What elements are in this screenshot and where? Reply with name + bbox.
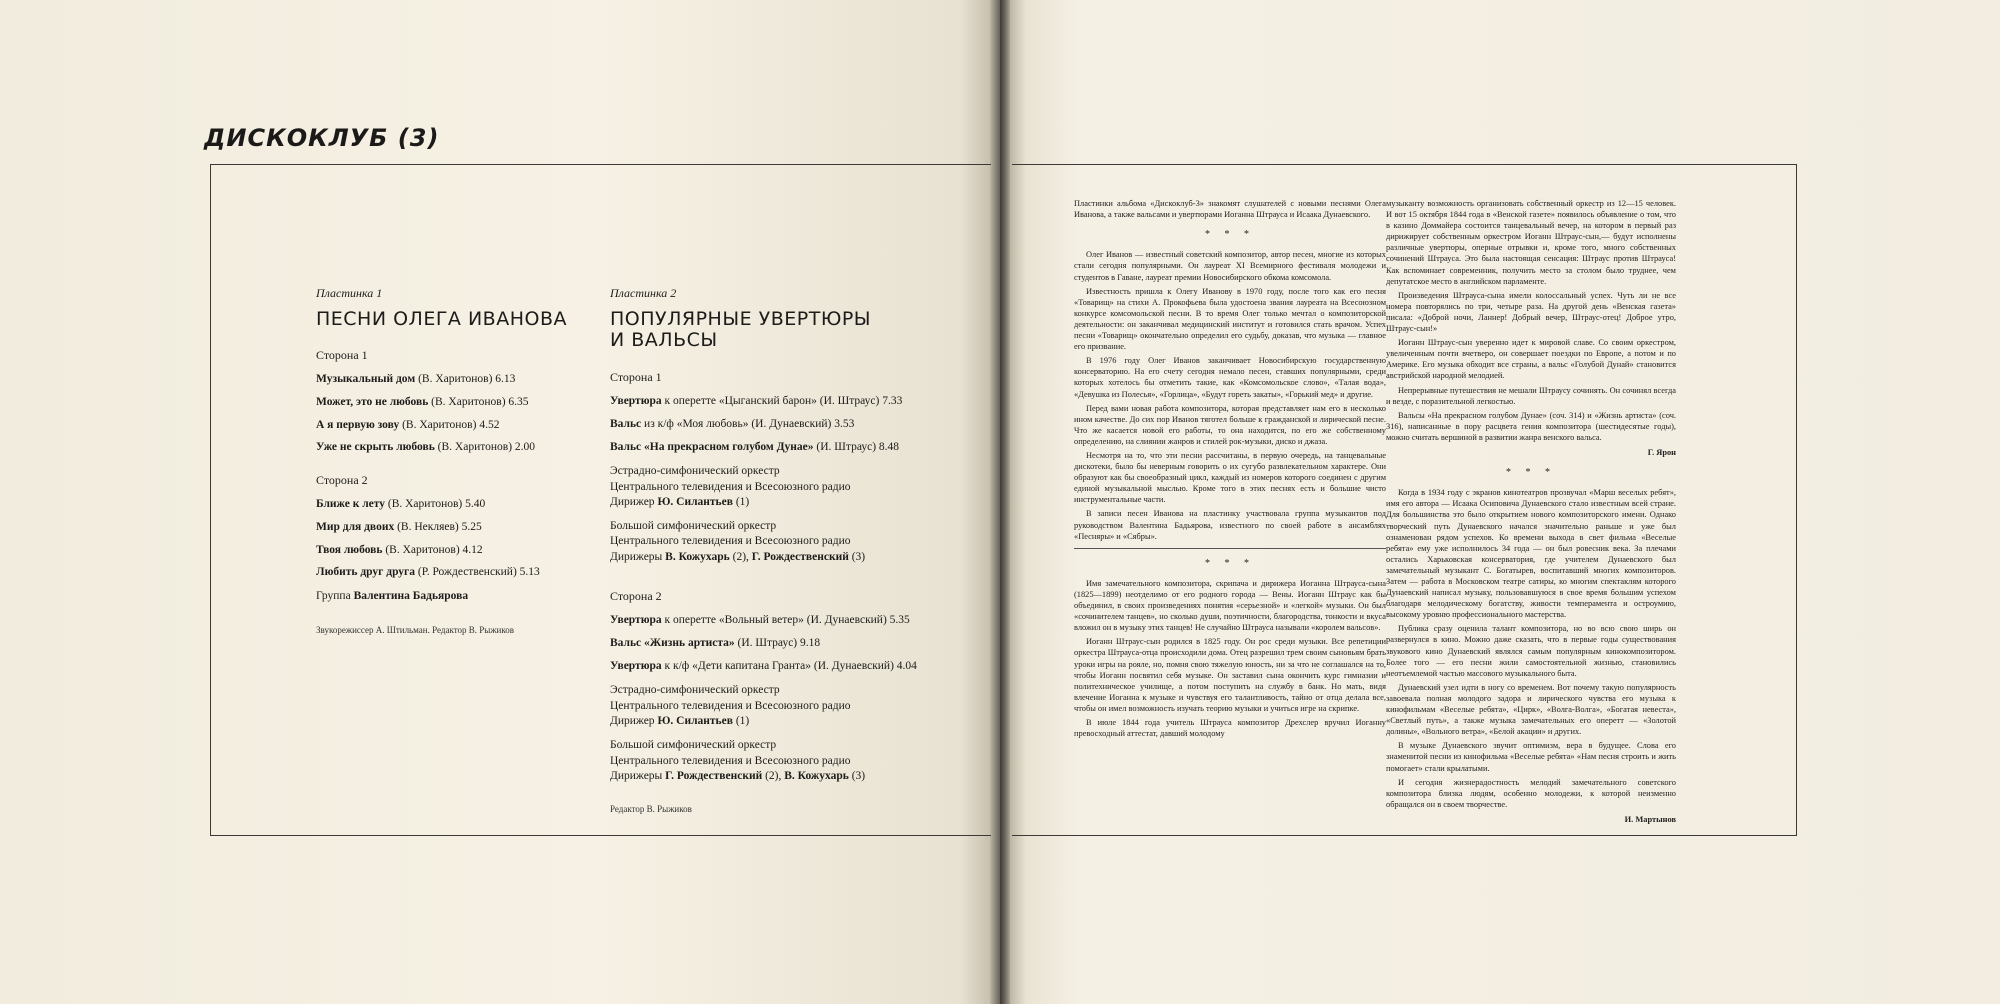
paragraph: Иоганн Штраус-сын уверенно идет к мировой славе. Со своим оркестром, увеличенным почти вчетверо, он совершает поездки по Европе, а потом и по Америке. Его музыка обходит все страны, а вальс «Голубой Дунай» становится австрийской народной мелодией. <box>1386 338 1676 381</box>
record2-credits: Редактор В. Рыжиков <box>610 803 692 814</box>
record1-side2-label: Сторона 2 <box>316 473 368 488</box>
paragraph: В записи песен Иванова на пластинку участвовала группа музыкантов под руководством Валентина Бадьярова, известного по своей работе в ансамблях «Песняры» и «Сябры». <box>1074 509 1386 541</box>
section-divider: * * * <box>1506 467 1556 479</box>
record1-plate-label: Пластинка 1 <box>316 286 383 300</box>
paragraph: Имя замечательного композитора, скрипача и дирижера Иоганна Штрауса-сына (1825—1899) неотделимо от его родного города — Вены. Иоганн Штраус как бы объединил, в своих произведениях понятия «серьезной» и «легкой» музыки. Он был «сочинителем танцев», но сколько души, поэтичности, благородства, тонкости и вкуса вложил он в музыку этих танцев! Не случайно Штрауса называли «королем вальсов». <box>1074 578 1386 633</box>
record1-side2-tracklist <box>316 496 586 582</box>
paragraph: Публика сразу оценила талант композитора, но во всю свою ширь он развернулся в кино. Можно даже сказать, что в первые годы существования звукового кино Дунаевский являлся самым популярным кинокомпозитором. Более того — его песни жили самостоятельной жизнью, становились неотъемлемой частью массового музыкального быта. <box>1386 624 1676 678</box>
track: Мир для двоих (В. Некляев) 5.25 <box>316 520 482 533</box>
orchestra-credit: Эстрадно-симфонический оркестр Центрального телевидения и Всесоюзного радио Дирижер Ю. Силантьев (1) <box>610 465 851 509</box>
record1-credits: Звукорежиссер А. Штильман. Редактор В. Рыжиков <box>316 624 515 635</box>
record2-side1-tracklist <box>610 393 980 456</box>
orchestra-credit: Большой симфонический оркестр Центрального телевидения и Всесоюзного радио Дирижеры Г. Рождественский (2), В. Кожухарь (3) <box>610 738 866 783</box>
record2-plate-label: Пластинка 2 <box>610 286 677 300</box>
paragraph: В 1976 году Олег Иванов заканчивает Новосибирскую государственную консерваторию. На его счету сегодня немало песен, ставших популярными, среди которых хотелось бы отметить такие, как «Комсомольское слово», «Талая вода», «Девушка из Полесья», «Горлица», «Будут гореть закаты», «Горький мед» и другие. <box>1074 356 1386 399</box>
paragraph: Известность пришла к Олегу Иванову в 1970 году, после того как его песня «Товарищ» на стихи А. Прокофьева была удостоена звания лауреата на Всесоюзном конкурсе комсомольской песни. В то время Олег только мечтал о композиторской деятельности: он заканчивал медицинский институт и готовился стать врачом. Успех песни «Товарищ» окончательно определил его судьбу, доказав, что музыка — главное его призвание. <box>1074 286 1386 352</box>
record2-column <box>610 284 980 816</box>
track: Твоя любовь (В. Харитонов) 4.12 <box>316 543 483 556</box>
track: Вальс «Жизнь артиста» (И. Штраус) 9.18 <box>610 636 821 649</box>
record2-side1-label: Сторона 1 <box>610 370 662 385</box>
paragraph: Когда в 1934 году с экранов кинотеатров прозвучал «Марш веселых ребят», имя его автора — Исаака Осиповича Дунаевского стало известным всей стране. Для большинства это было открытием нового композиторского имени. Однако творческий путь Дунаевского начался значительно раньше и уже был ознаменован рядом успехов. Ко времени выхода в свет фильма «Веселые ребята» ему уже исполнилось 34 года — он был ровесник века. За плечами остались Харьковская консерватория, где учителем Дунаевского был замечательный музыкант С. Богатырев, воспитавший многих композиторов. Затем — работа в Московском театре сатиры, ко многим спектаклям которого Дунаевский написал музыку, пользовавшуюся в свое время большим успехом благодаря мелодическому богатству, живости темперамента и остроумию, высокому уровню профессионального мастерства. <box>1386 488 1676 620</box>
paragraph: В июле 1844 года учитель Штрауса композитор Дрехслер вручил Иоганну превосходный аттестат, давший молодому <box>1074 718 1386 739</box>
paragraph: Вальсы «На прекрасном голубом Дунае» (соч. 314) и «Жизнь артиста» (соч. 316), написанные в пору расцвета гения композитора (шестидесятые годы), можно считать вершиной в развитии жанра венского вальса. <box>1386 410 1676 442</box>
paragraph: Дунаевский узел идти в ногу со временем. Вот почему такую популярность завоевала полная молодого задора и лирического чувства его музыка к кинофильмам «Веселые ребята», «Цирк», «Волга-Волга», «Богатая невеста», «Светлый путь», а также музыка замечательных его оперетт — «Золотой долины», «Вольного ветра», «Белой акации» и других. <box>1386 682 1676 737</box>
paragraph: музыканту возможность организовать собственный оркестр из 12—15 человек. И вот 15 октября 1844 года в «Венской газете» появилось объявление о том, что в казино Доммайера состоится танцевальный вечер, на котором в первый раз дирижирует собственным оркестром Иоганн Штраус-сын,— будут исполнены различные увертюры, оперные отрывки и, кроме того, много собственных сочинений Штрауса. Это была настоящая сенсация: Штраус против Штрауса! Как вспоминает современник, получить место за столом было труднее, чем депутатское место в английском парламенте. <box>1386 199 1676 286</box>
author-signature: И. Мартынов <box>1624 814 1676 824</box>
track: Вальс «На прекрасном голубом Дунае» (И. Штраус) 8.48 <box>610 440 900 453</box>
divider <box>1074 548 1386 549</box>
brand-title: ДИСКОКЛУБ (3) <box>204 124 440 152</box>
track: Может, это не любовь (В. Харитонов) 6.35 <box>316 395 529 408</box>
track: Любить друг друга (Р. Рождественский) 5.13 <box>316 566 540 579</box>
track: А я первую зову (В. Харитонов) 4.52 <box>316 418 500 431</box>
orchestra-credit: Большой симфонический оркестр Центрального телевидения и Всесоюзного радио Дирижеры В. Кожухарь (2), Г. Рождественский (3) <box>610 519 866 563</box>
record1-side1-tracklist <box>316 371 586 457</box>
record1-group: Группа Валентина Бадьярова <box>316 590 469 603</box>
paragraph: Иоганн Штраус-сын родился в 1825 году. Он рос среди музыки. Все репетиции оркестра Штрауса-отца происходили дома. Отец разрешил трем своим сыновьям брать уроки игры на рояле, но, помня свою тяжелую юность, ни за что не соглашался на то, чтобы Иоганн посвятил себя музыке. Он заставил сына окончить курс гимназии и политехническое училище, а потом поступить на службу в банк. Но мать, видя влечение Иоганна к музыке и чувствуя его талантливость, тайно от отца делала все, чтобы он имел возможность изучать теорию музыки и учиться игре на скрипке. <box>1074 637 1386 713</box>
section-divider: * * * <box>1205 557 1255 569</box>
spine-fold <box>990 0 1010 1004</box>
paragraph: Перед вами новая работа композитора, которая представляет нам его в несколько ином качестве. До сих пор Иванов тяготел больше к гражданской и лирической песне. Что же касается новой его работы, то она находится, по его же собственному определению, на слиянии жанров и стилей рок-музыки, диско и джаза. <box>1074 403 1386 446</box>
paragraph: И сегодня жизнерадостность мелодий замечательного советского композитора близка людям, особенно молодежи, к которой неизменно обращался он в своем творчестве. <box>1386 777 1676 809</box>
paragraph: Олег Иванов — известный советский композитор, автор песен, многие из которых стали сегодня популярными. Он лауреат XI Всемирного фестиваля молодежи и студентов в Гаване, лауреат премии Новосибирского обкома комсомола. <box>1074 250 1386 282</box>
track: Вальс из к/ф «Моя любовь» (И. Дунаевский) 3.53 <box>610 417 855 430</box>
track: Уже не скрыть любовь (В. Харитонов) 2.00 <box>316 441 536 454</box>
essay-column-2 <box>1386 198 1676 833</box>
track: Ближе к лету (В. Харитонов) 5.40 <box>316 497 486 510</box>
track: Музыкальный дом (В. Харитонов) 6.13 <box>316 373 516 386</box>
record1-side1-label: Сторона 1 <box>316 348 368 363</box>
track: Увертюра к оперетте «Цыганский барон» (И. Штраус) 7.33 <box>610 394 903 407</box>
paragraph: Пластинки альбома «Дискоклуб-3» знакомят слушателей с новыми песнями Олега Иванова, а также вальсами и увертюрами Иоганна Штрауса и Исаака Дунаевского. <box>1074 199 1386 220</box>
record2-title: ПОПУЛЯРНЫЕ УВЕРТЮРЫ И ВАЛЬСЫ <box>610 307 872 352</box>
track: Увертюра к оперетте «Вольный ветер» (И. Дунаевский) 5.35 <box>610 614 910 626</box>
paragraph: Произведения Штрауса-сына имели колоссальный успех. Чуть ли не все номера повторялись по три, четыре раза. На другой день «Венская газета» писала: «Доброй ночи, Ланнер! Добрый вечер, Штраус-отец! Доброе утро, Штраус-сын!» <box>1386 290 1676 334</box>
author-signature: Г. Ярон <box>1647 447 1676 457</box>
record2-side2-label: Сторона 2 <box>610 589 662 604</box>
record1-title: ПЕСНИ ОЛЕГА ИВАНОВА <box>316 307 567 330</box>
record1-column <box>316 284 586 638</box>
paragraph: Несмотря на то, что эти песни рассчитаны, в первую очередь, на танцевальные дискотеки, было бы неверным говорить о их сугубо развлекательном характере. Они образуют как бы своеобразный цикл, каждый из номеров которого соединен с другим единой музыкальной мыслью. Кроме того в этих песнях есть и большие чисто инструментальные части. <box>1074 450 1386 505</box>
record2-side2-tracklist <box>610 612 980 675</box>
essay-column-1 <box>1074 198 1386 742</box>
paragraph: В музыке Дунаевского звучит оптимизм, вера в будущее. Слова его знаменитой песни из кинофильма «Веселые ребята» «Нам песня строить и жить помогает» стали крылатыми. <box>1386 741 1676 773</box>
track: Увертюра к к/ф «Дети капитана Гранта» (И. Дунаевский) 4.04 <box>610 659 917 672</box>
section-divider: * * * <box>1205 229 1255 241</box>
paragraph: Непрерывные путешествия не мешали Штраусу сочинять. Он сочинял всегда и везде, с поразительной легкостью. <box>1386 385 1676 406</box>
orchestra-credit: Эстрадно-симфонический оркестр Центрального телевидения и Всесоюзного радио Дирижер Ю. Силантьев (1) <box>610 684 851 728</box>
